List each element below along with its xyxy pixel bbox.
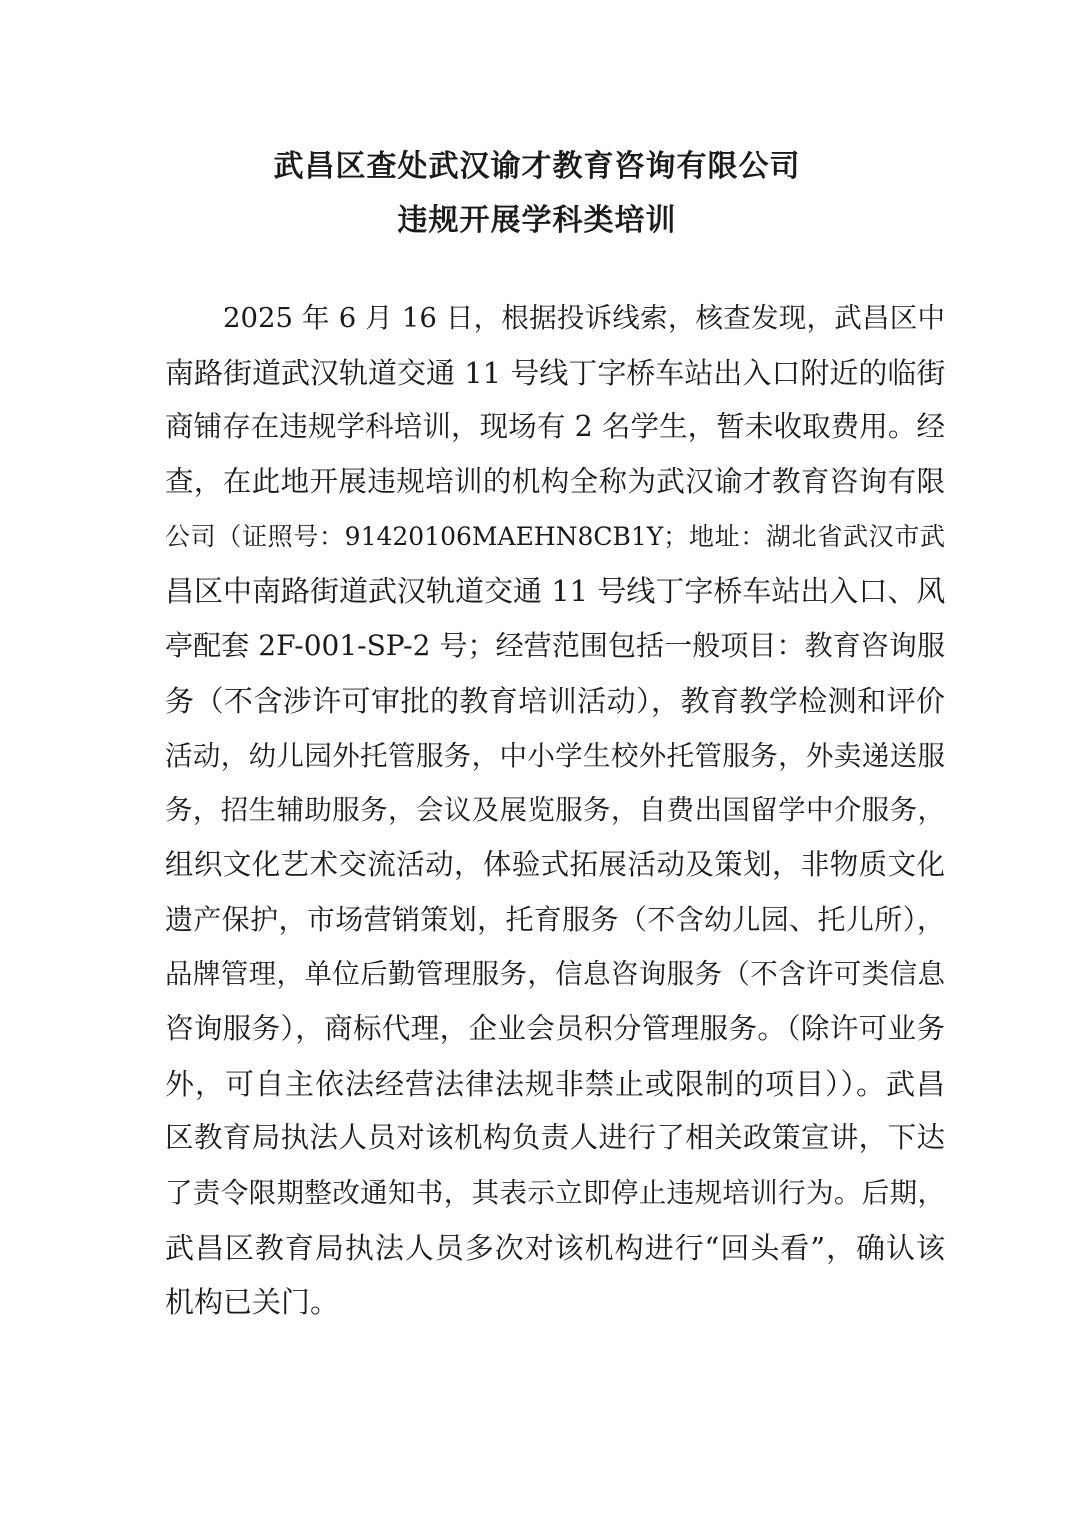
body-line: 机构已关门。 bbox=[165, 1285, 340, 1320]
body-line: 查，在此地开展违规培训的机构全称为武汉谕才教育咨询有限 bbox=[165, 465, 945, 499]
body-line: 区教育局执法人员对该机构负责人进行了相关政策宣讲，下达 bbox=[165, 1121, 945, 1155]
body-line: 昌区中南路街道武汉轨道交通 11 号线丁字桥车站出入口、风 bbox=[165, 574, 946, 609]
document-body bbox=[165, 291, 945, 1330]
body-line: 公司（证照号：91420106MAEHN8CB1Y；地址：湖北省武汉市武 bbox=[165, 521, 945, 551]
body-line: 商铺存在违规学科培训，现场有 2 名学生，暂未收取费用。经 bbox=[165, 410, 945, 444]
body-line: 遗产保护，市场营销策划，托育服务（不含幼儿园、托儿所）， bbox=[165, 902, 945, 936]
body-line: 组织文化艺术交流活动，体验式拓展活动及策划，非物质文化 bbox=[165, 847, 945, 881]
body-line: 武昌区教育局执法人员多次对该机构进行“回头看”，确认该 bbox=[165, 1230, 945, 1265]
body-line: 2025 年 6 月 16 日，根据投诉线索，核查发现，武昌区中 bbox=[223, 302, 945, 334]
body-line: 务，招生辅助服务，会议及展览服务，自费出国留学中介服务， bbox=[165, 794, 945, 827]
body-line: 品牌管理，单位后勤管理服务，信息咨询服务（不含许可类信息 bbox=[165, 958, 945, 991]
body-line: 南路街道武汉轨道交通 11 号线丁字桥车站出入口附近的临街 bbox=[165, 355, 946, 390]
document-title bbox=[0, 140, 1074, 248]
body-line: 亭配套 2F-001-SP-2 号；经营范围包括一般项目：教育咨询服 bbox=[165, 629, 945, 663]
title-line-1: 武昌区查处武汉谕才教育咨询有限公司 bbox=[273, 149, 801, 184]
body-line: 务（不含涉许可审批的教育培训活动），教育教学检测和评价 bbox=[165, 683, 945, 718]
body-line: 外，可自主依法经营法律法规非禁止或限制的项目））。武昌 bbox=[165, 1066, 945, 1101]
title-line-2: 违规开展学科类培训 bbox=[397, 203, 677, 238]
body-line: 了责令限期整改通知书，其表示立即停止违规培训行为。后期， bbox=[165, 1177, 945, 1209]
body-line: 活动，幼儿园外托管服务，中小学生校外托管服务，外卖递送服 bbox=[165, 739, 945, 772]
body-line: 咨询服务），商标代理，企业会员积分管理服务。（除许可业务 bbox=[165, 1011, 945, 1045]
